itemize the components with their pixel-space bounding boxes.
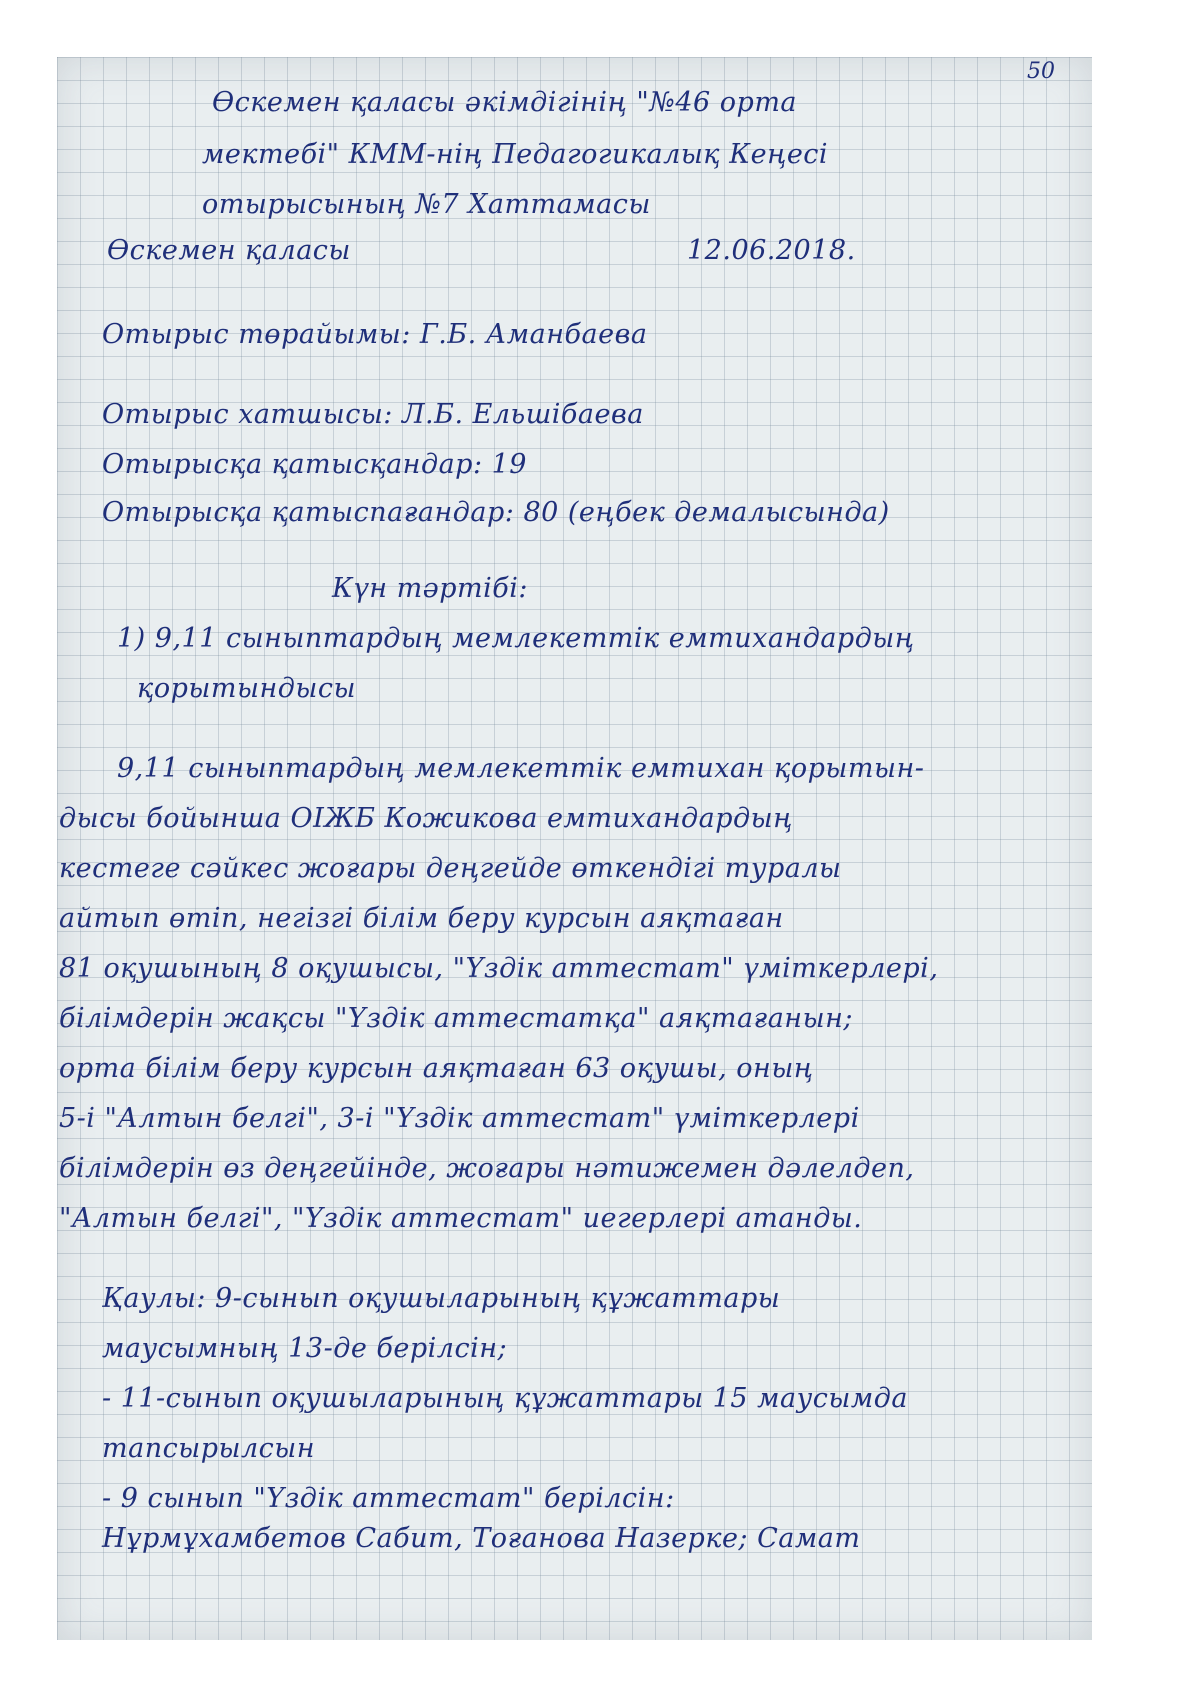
date: 12.06.2018.: [687, 235, 856, 266]
decision-line: Қаулы: 9-сынып оқушыларының құжаттары: [102, 1283, 781, 1314]
header-line-2: мектебі" КММ-нің Педагогикалық Кеңесі: [202, 139, 829, 170]
body-line: білімдерін өз деңгейінде, жоғары нәтижемен дәлелдеп,: [59, 1153, 915, 1184]
absent-line: Отырысқа қатыспағандар: 80 (еңбек демалысында): [102, 497, 890, 528]
header-line-3: отырысының №7 Хаттамасы: [202, 189, 651, 220]
agenda-title: Күн тәртібі:: [332, 573, 528, 604]
body-line: 9,11 сыныптардың мемлекеттік емтихан қорытын-: [117, 753, 925, 784]
decision-line: - 9 сынып "Үздік аттестат" берілсін:: [102, 1483, 675, 1514]
header-line-1: Өскемен қаласы әкімдігінің "№46 орта: [212, 87, 798, 118]
place: Өскемен қаласы: [107, 235, 351, 266]
decision-line: Нұрмұхамбетов Сабит, Тоғанова Назерке; Самат: [102, 1523, 861, 1554]
body-line: дысы бойынша ОІЖБ Кожикова емтихандардың: [59, 803, 793, 834]
body-line: 5-і "Алтын белгі", 3-і "Үздік аттестат" үміткерлері: [59, 1103, 860, 1134]
decision-line: - 11-сынып оқушыларының құжаттары 15 маусымда: [102, 1383, 908, 1414]
body-line: орта білім беру курсын аяқтаған 63 оқушы, оның: [59, 1053, 814, 1084]
notebook-page: [57, 57, 1092, 1640]
body-line: білімдерін жақсы "Үздік аттестатқа" аяқтағанын;: [59, 1003, 853, 1034]
agenda-item-1-line-2: қорытындысы: [137, 673, 356, 704]
page-number: 50: [1027, 59, 1055, 84]
body-line: 81 оқушының 8 оқушысы, "Үздік аттестат" үміткерлері,: [59, 953, 939, 984]
present-line: Отырысқа қатысқандар: 19: [102, 449, 527, 480]
decision-line: тапсырылсын: [102, 1433, 316, 1464]
chair-line: Отырыс төрайымы: Г.Б. Аманбаева: [102, 319, 648, 350]
secretary-line: Отырыс хатшысы: Л.Б. Ельшібаева: [102, 399, 644, 430]
body-line: айтып өтіп, негізгі білім беру курсын аяқтаған: [59, 903, 784, 934]
agenda-item-1-line-1: 1) 9,11 сыныптардың мемлекеттік емтихандардың: [117, 623, 915, 654]
body-line: "Алтын белгі", "Үздік аттестат" иегерлері атанды.: [59, 1203, 863, 1234]
body-line: кестеге сәйкес жоғары деңгейде өткендігі туралы: [59, 853, 842, 884]
decision-line: маусымның 13-де берілсін;: [102, 1333, 508, 1364]
